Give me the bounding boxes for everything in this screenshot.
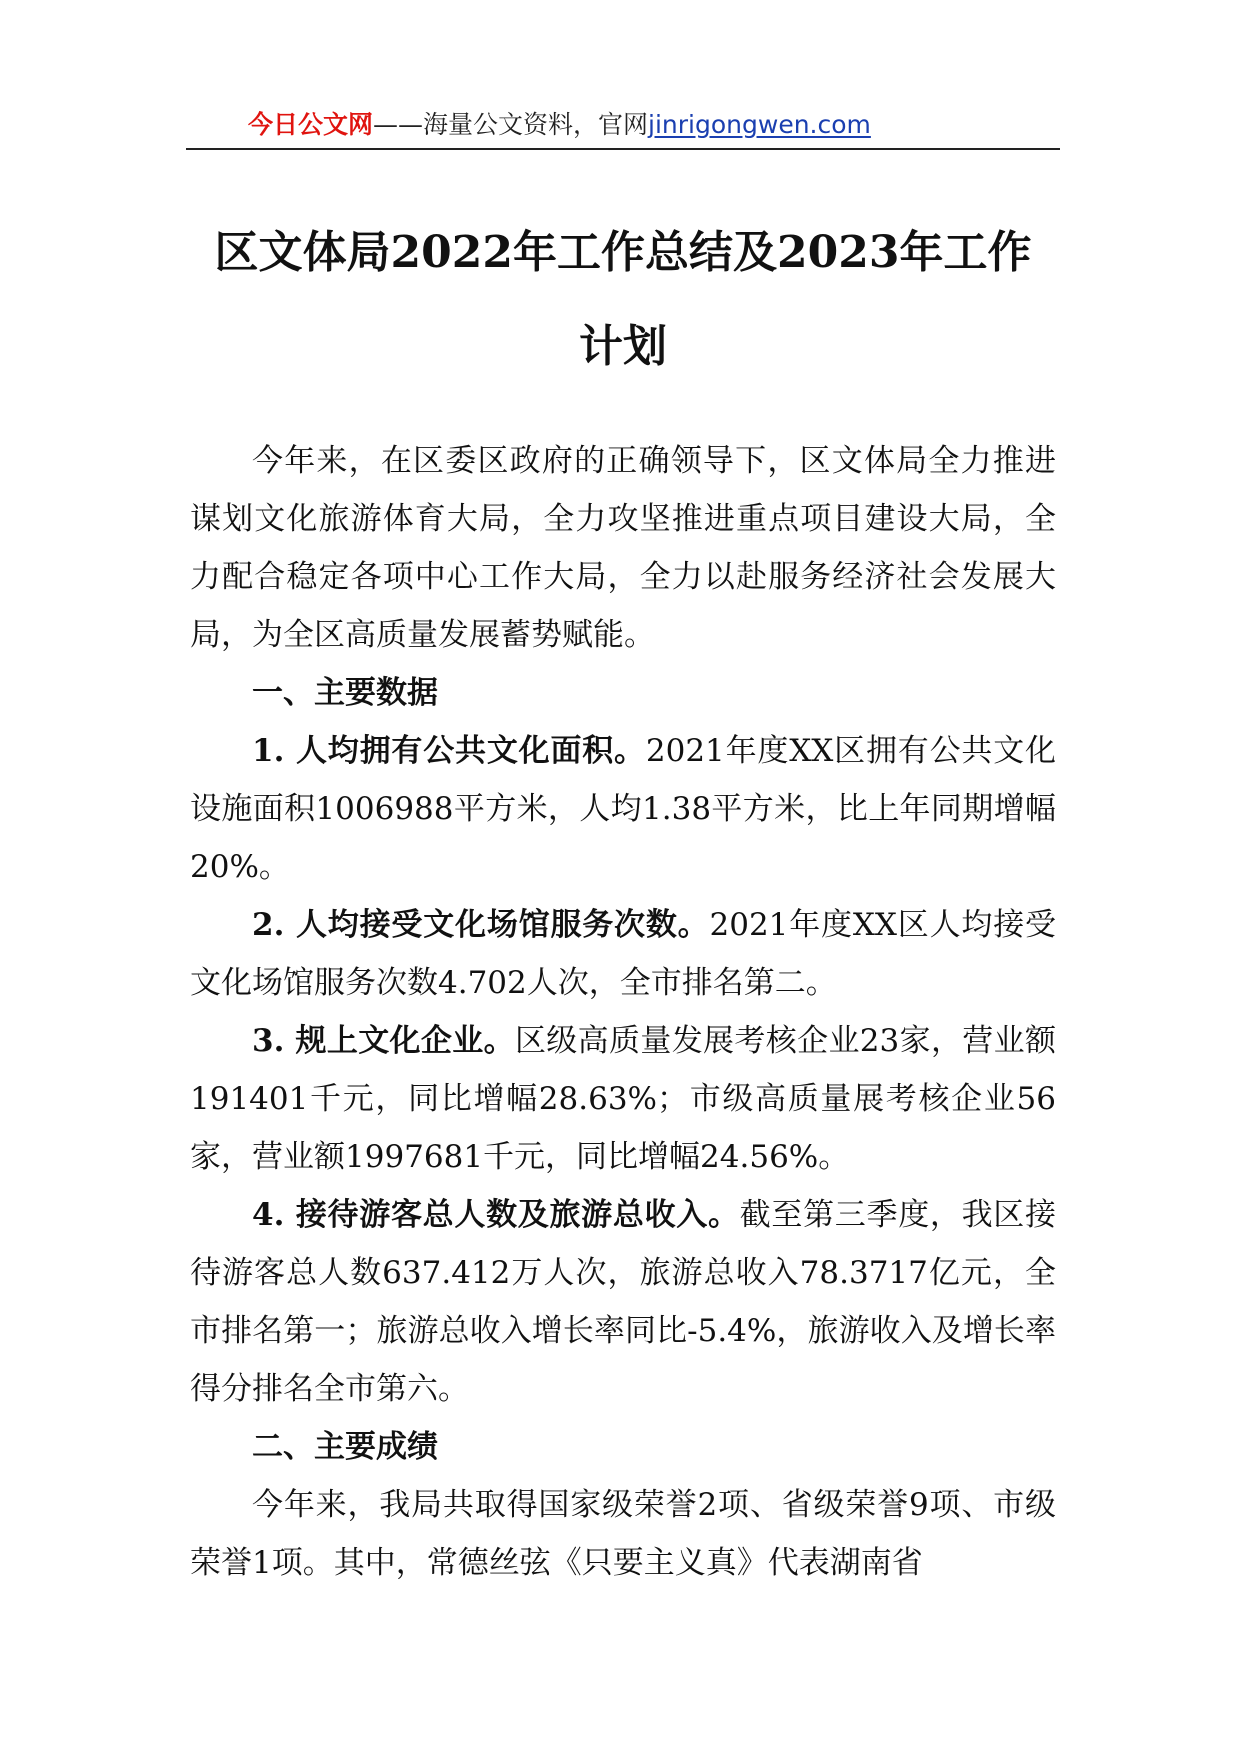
item-text: 2021年度XX区拥有公共文化设施面积1006988平方米，人均1.38平方米，比上年同期增幅20%。 (190, 733, 1057, 885)
item-text: 截至第三季度，我区接待游客总人数637.412万人次，旅游总收入78.3717亿元，全市排名第一；旅游总收入增长率同比-5.4%，旅游收入及增长率得分排名全市第六。 (190, 1197, 1057, 1407)
item-text: 2021年度XX区人均接受文化场馆服务次数4.702人次，全市排名第二。 (190, 907, 1057, 1001)
intro-paragraph: 今年来，在区委区政府的正确领导下，区文体局全力推进谋划文化旅游体育大局，全力攻坚推进重点项目建设大局，全力配合稳定各项中心工作大局，全力以赴服务经济社会发展大局，为全区高质量发展蓄势赋能。 (190, 443, 1056, 653)
header-tagline: ——海量公文资料，官网 (373, 110, 649, 139)
website-link[interactable]: jinrigongwen.com (648, 110, 871, 139)
item-lead: 3. 规上文化企业。 (252, 1023, 515, 1059)
page-header (186, 108, 1060, 150)
item-lead: 2. 人均接受文化场馆服务次数。 (252, 907, 710, 943)
data-item (190, 722, 1056, 896)
item-text: 区级高质量发展考核企业23家，营业额191401千元，同比增幅28.63%；市级高质量展考核企业56家，营业额1997681千元，同比增幅24.56%。 (190, 1023, 1056, 1175)
data-item (190, 1186, 1056, 1418)
section-heading-achievements: 二、主要成绩 (252, 1429, 438, 1465)
document-body (190, 432, 1056, 1592)
title-line-2: 计划 (579, 321, 667, 372)
item-lead: 4. 接待游客总人数及旅游总收入。 (252, 1197, 740, 1233)
document-title (186, 206, 1060, 394)
data-item (190, 1012, 1056, 1186)
achievements-paragraph: 今年来，我局共取得国家级荣誉2项、省级荣誉9项、市级荣誉1项。其中，常德丝弦《只要主义真》代表湖南省 (190, 1487, 1056, 1581)
brand-name: 今日公文网 (248, 110, 374, 139)
title-line-1: 区文体局2022年工作总结及2023年工作 (214, 227, 1032, 278)
section-heading-main-data: 一、主要数据 (252, 675, 438, 711)
header-line (248, 108, 871, 142)
item-lead: 1. 人均拥有公共文化面积。 (252, 733, 646, 769)
data-item (190, 896, 1056, 1012)
